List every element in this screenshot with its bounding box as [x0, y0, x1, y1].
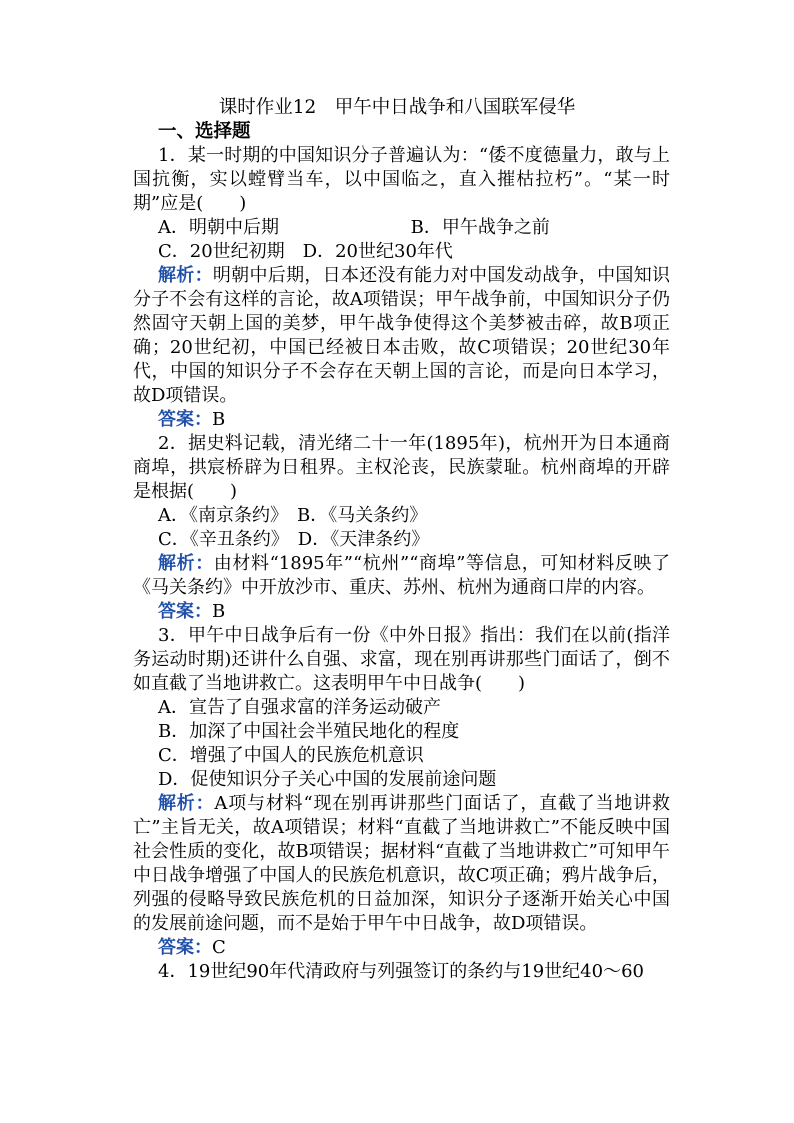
question-3-option-c: C．增强了中国人的民族危机意识 [158, 745, 424, 766]
question-1-option-row: A．明朝中后期 B．甲午战争之前 [158, 217, 550, 238]
section-heading: 一、选择题 [158, 121, 251, 142]
question-2-analysis [133, 552, 670, 600]
question-2-option-row: C．《辛丑条约》 D．《天津条约》 [158, 529, 430, 550]
answer-value: B [212, 409, 226, 430]
question-4-stem: 4．19世纪90年代清政府与列强签订的条约与19世纪40～60 [158, 961, 644, 982]
answer-value: B [212, 601, 226, 622]
question-1-analysis [133, 264, 670, 408]
answer-value: C [212, 937, 226, 958]
question-3-option-a: A．宣告了自强求富的洋务运动破产 [158, 697, 441, 718]
analysis-label: 解析： [158, 265, 213, 286]
answer-label: 答案： [158, 409, 212, 430]
question-1-answer [133, 408, 670, 432]
analysis-text: 由材料“1895年”“杭州”“商埠”等信息，可知材料反映了《马关条约》中开放沙市、重庆、苏州、杭州为通商口岸的内容。 [133, 553, 670, 598]
question-3-option-d: D．促使知识分子关心中国的发展前途问题 [158, 769, 497, 790]
question-3-analysis [133, 792, 670, 936]
analysis-text: A项与材料“现在别再讲那些门面话了，直截了当地讲救亡”主旨无关，故A项错误；材料“直截了当地讲救亡”不能反映中国社会性质的变化，故B项错误；据材料“直截了当地讲救亡”可知甲午中日战争增强了中国人的民族危机意识，故C项正确；鸦片战争后，列强的侵略导致民族危机的日益加深，知识分子逐渐开始关心中国的发展前途问题，而不是始于甲午中日战争，故D项错误。 [133, 793, 670, 934]
question-2-option-row: A．《南京条约》 B．《马关条约》 [158, 505, 428, 526]
question-3-option-b: B．加深了中国社会半殖民地化的程度 [158, 721, 460, 742]
analysis-text: 明朝中后期，日本还没有能力对中国发动战争，中国知识分子不会有这样的言论，故A项错误；甲午战争前，中国知识分子仍然固守天朝上国的美梦，甲午战争使得这个美梦被击碎，故B项正确；20世纪初，中国已经被日本击败，故C项错误；20世纪30年代，中国的知识分子不会存在天朝上国的言论，而是向日本学习，故D项错误。 [133, 265, 670, 406]
question-list [133, 144, 670, 984]
analysis-label: 解析： [158, 553, 214, 574]
question-2-stem: 2．据史料记载，清光绪二十一年(1895年)，杭州开为日本通商商埠，拱宸桥辟为日租界。主权沦丧，民族蒙耻。杭州商埠的开辟是根据( ) [133, 433, 670, 502]
analysis-label: 解析： [158, 793, 215, 814]
question-3-stem: 3．甲午中日战争后有一份《中外日报》指出：我们在以前(指洋务运动时期)还讲什么自强、求富，现在别再讲那些门面话了，倒不如直截了当地讲救亡。这表明甲午中日战争( ) [133, 625, 670, 694]
answer-label: 答案： [158, 937, 212, 958]
question-1-stem: 1．某一时期的中国知识分子普遍认为：“倭不度德量力，敢与上国抗衡，实以螳臂当车，以中国临之，直入摧枯拉朽”。“某一时期”应是( ) [133, 145, 670, 214]
question-1-option-row: C．20世纪初期 D．20世纪30年代 [158, 241, 453, 262]
question-3-answer [133, 936, 670, 960]
page-title: 课时作业12 甲午中日战争和八国联军侵华 [218, 97, 576, 118]
question-2-answer [133, 600, 670, 624]
answer-label: 答案： [158, 601, 212, 622]
